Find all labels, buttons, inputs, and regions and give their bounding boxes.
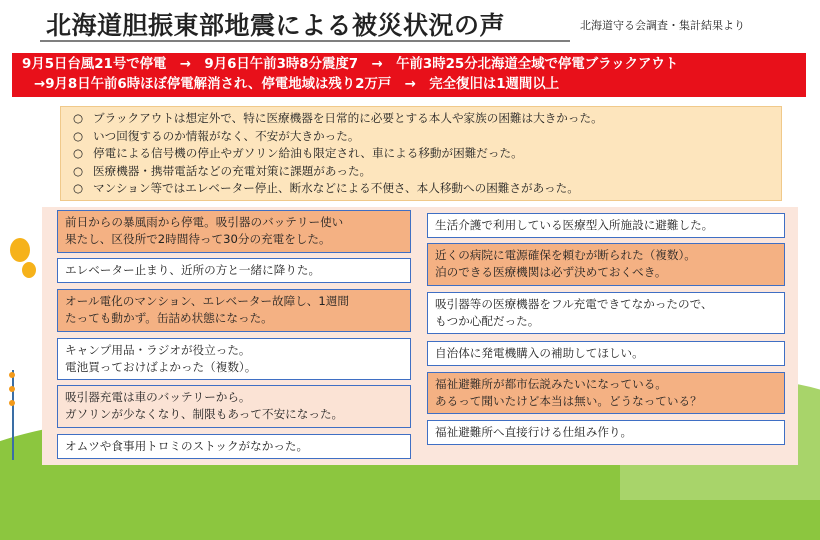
source-note: 北海道守る会調査・集計結果より xyxy=(580,19,745,32)
circle-marker: ○ xyxy=(73,128,84,143)
decorative-stem xyxy=(12,370,14,460)
voice-card: 生活介護で利用している医療型入所施設に避難した。 xyxy=(427,213,785,238)
circle-marker: ○ xyxy=(73,163,84,178)
voice-card: 自治体に発電機購入の補助してほしい。 xyxy=(427,341,785,366)
voice-card: 近くの病院に電源確保を頼むが断られた（複数）。 泊のできる医療機関は必ず決めておくべき。 xyxy=(427,243,785,286)
summary-item: ○ いつ回復するのか情報がなく、不安が大きかった。 xyxy=(73,128,771,146)
voice-card: エレベーター止まり、近所の方と一緒に降りた。 xyxy=(57,258,411,283)
voice-card: 前日からの暴風雨から停電。吸引器のバッテリー使い 果たし、区役所で2時間待って30分の充電をした。 xyxy=(57,210,411,253)
summary-item: ○ ブラックアウトは想定外で、特に医療機器を日常的に必要とする本人や家族の困難は大きかった。 xyxy=(73,110,771,128)
voice-card: キャンプ用品・ラジオが役立った。 電池買っておけばよかった（複数）。 xyxy=(57,338,411,380)
voice-card: オール電化のマンション、エレベーター故障し、1週間 たっても動かず。缶詰め状態になった。 xyxy=(57,289,411,332)
summary-item: ○ 停電による信号機の停止やガソリン給油も限定され、車による移動が困難だった。 xyxy=(73,145,771,163)
decorative-flower-icon xyxy=(22,262,36,278)
decorative-bead xyxy=(9,400,15,406)
decorative-bead xyxy=(9,386,15,392)
timeline-banner xyxy=(12,53,806,97)
voice-card: 福祉避難所へ直接行ける仕組み作り。 xyxy=(427,420,785,445)
circle-marker: ○ xyxy=(73,146,84,161)
summary-item: ○ マンション等ではエレベーター停止、断水などによる不便さ、本人移動への困難さがあった。 xyxy=(73,180,771,198)
page-title: 北海道胆振東部地震による被災状況の声 xyxy=(46,11,506,40)
circle-marker: ○ xyxy=(73,181,84,196)
timeline-line-2: →9月8日午前6時ほぼ停電解消され、停電地域は残り2万戸 → 完全復旧は1週間以上 xyxy=(34,77,560,92)
voice-card: オムツや食事用トロミのストックがなかった。 xyxy=(57,434,411,459)
decorative-flower-icon xyxy=(10,238,30,262)
voice-card: 吸引器充電は車のバッテリーから。 ガソリンが少なくなり、制限もあって不安になった。 xyxy=(57,385,411,428)
voice-card: 福祉避難所が都市伝説みたいになっている。 あるって聞いたけど本当は無い。どうなっている？ xyxy=(427,372,785,414)
summary-box xyxy=(60,106,782,201)
timeline-line-1: 9月5日台風21号で停電 → 9月6日午前3時8分震度7 → 午前3時25分北海道全域で停電ブラックアウト xyxy=(22,57,679,72)
title-underline xyxy=(40,40,570,42)
summary-item: ○ 医療機器・携帯電話などの充電対策に課題があった。 xyxy=(73,163,771,181)
voice-card: 吸引器等の医療機器をフル充電できてなかったので、 もつか心配だった。 xyxy=(427,292,785,334)
decorative-bead xyxy=(9,372,15,378)
circle-marker: ○ xyxy=(73,111,84,125)
